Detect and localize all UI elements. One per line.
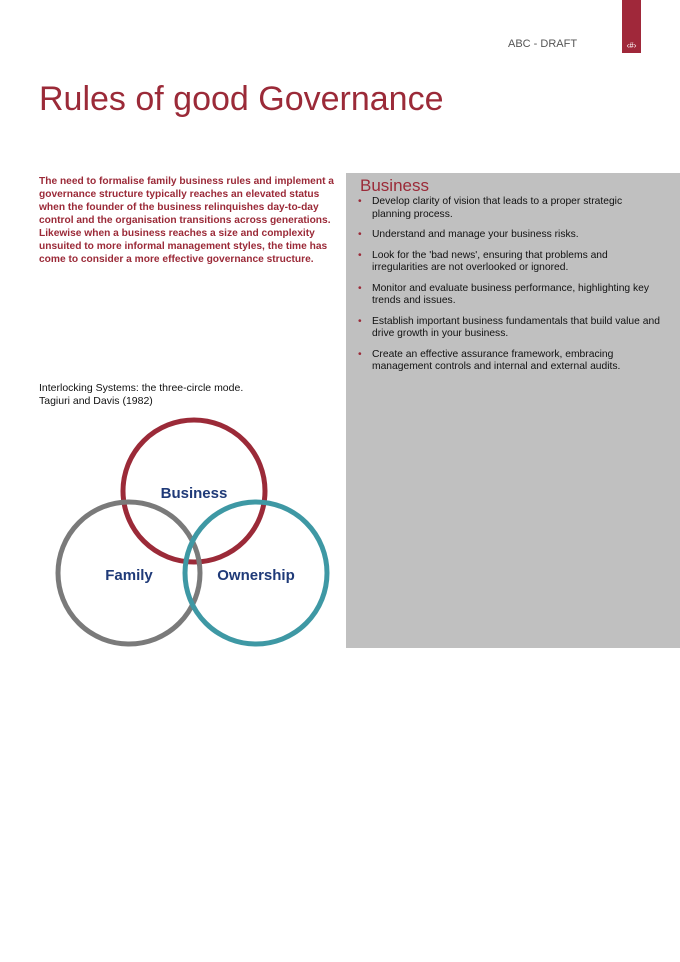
page-tab [622, 0, 641, 53]
business-panel [346, 173, 680, 648]
list-item: • Establish important business fundamentals that build value and drive growth in your business. [358, 315, 660, 339]
page-number-marker: ‹#› [626, 41, 637, 50]
family-circle-label: Family [105, 567, 153, 584]
business-list [358, 196, 663, 382]
ownership-circle-label: Ownership [217, 567, 295, 584]
bullet-icon: • [358, 282, 362, 294]
bullet-icon: • [358, 249, 362, 261]
list-item: • Create an effective assurance framework, embracing management controls and internal and external audits. [358, 348, 621, 372]
bullet-icon: • [358, 229, 362, 240]
intro-paragraph: The need to formalise family business rules and implement a governance structure typically reaches an elevated status when the founder of the business relinquishes day-to-day control and the organisation transitions across generations. Likewise when a business reaches a size and complexity unsuited to more informal management styles, the time has come to consider a more effective governance structure. [39, 176, 334, 265]
list-item: • Look for the 'bad news', ensuring that problems and irregularities are not overlooked or ignored. [358, 249, 608, 273]
bullet-icon: • [358, 315, 362, 327]
page-title: Rules of good Governance [39, 80, 444, 118]
list-item: • Develop clarity of vision that leads to a proper strategic planning process. [358, 196, 623, 220]
bullet-icon: • [358, 196, 362, 207]
business-circle-label: Business [160, 485, 228, 502]
panel-heading: Business [360, 176, 429, 195]
caption-line-1: Interlocking Systems: the three-circle mode. [39, 382, 244, 394]
diagram-caption [39, 382, 243, 408]
bullet-icon: • [358, 348, 362, 360]
caption-line-2: Tagiuri and Davis (1982) [39, 395, 153, 407]
three-circle-diagram [50, 410, 340, 655]
list-item: • Understand and manage your business risks. [358, 229, 579, 240]
document-label: ABC - DRAFT [508, 38, 578, 50]
list-item: • Monitor and evaluate business performance, highlighting key trends and issues. [358, 282, 650, 306]
